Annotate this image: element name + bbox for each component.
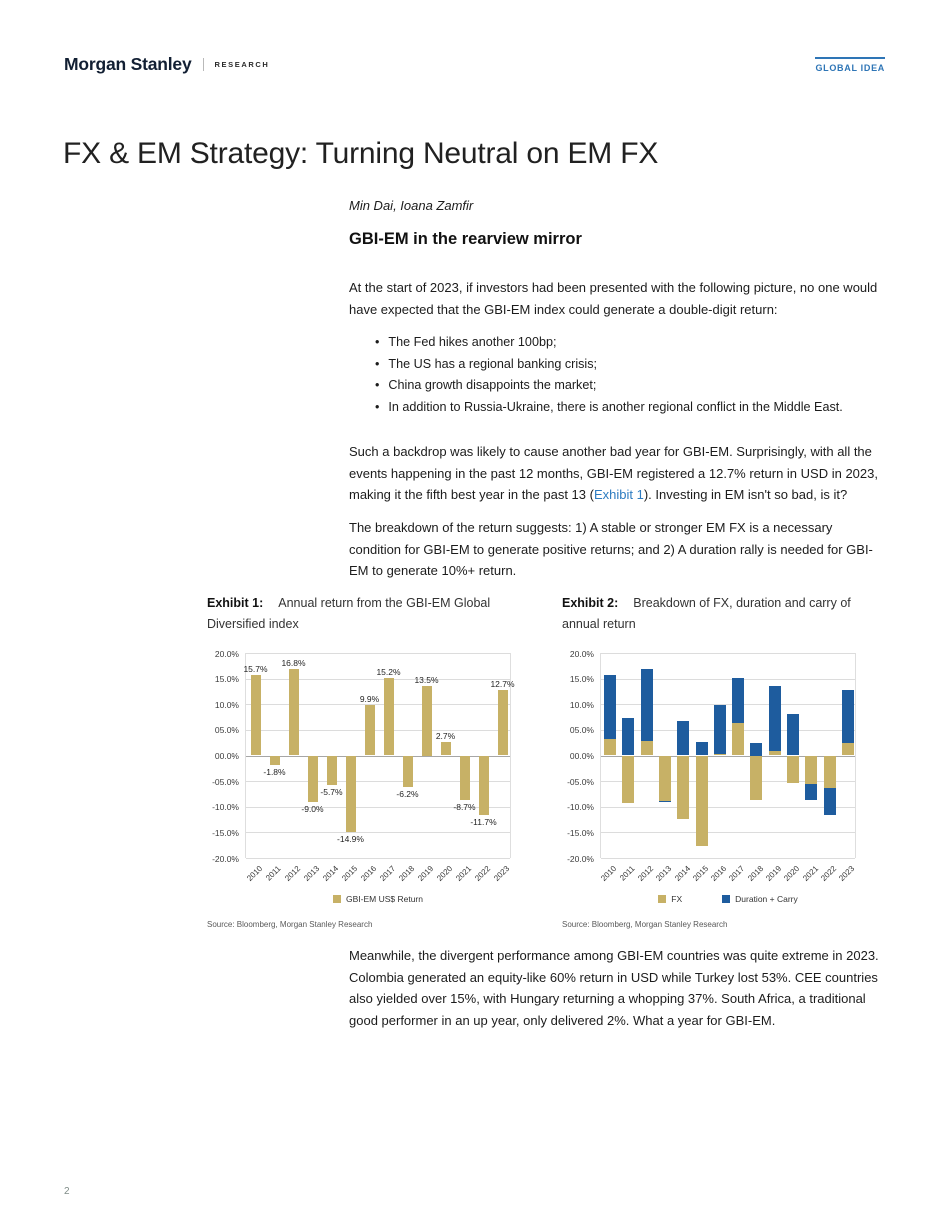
bar-duration-+-carry-2014 <box>677 721 689 755</box>
bar-fx-2010 <box>604 739 616 756</box>
gridline <box>601 858 855 859</box>
chart-plot-area <box>243 653 515 858</box>
bar-2010 <box>251 675 261 755</box>
x-axis-tick-label: 2016 <box>358 864 378 883</box>
exhibit2-stacked-bar-chart <box>562 648 857 908</box>
bullet-text: China growth disappoints the market; <box>388 378 597 392</box>
authors: Min Dai, Ioana Zamfir <box>349 198 474 213</box>
bar-duration-+-carry-2019 <box>769 686 781 751</box>
bullet-icon: • <box>375 356 380 371</box>
bar-2023 <box>498 690 508 755</box>
y-axis-tick-label: 00.0% <box>214 751 239 761</box>
bar-2015 <box>346 756 356 832</box>
x-axis-tick-label: 2022 <box>472 864 492 883</box>
exhibit1-label: Exhibit 1: <box>207 596 264 610</box>
gridline <box>246 679 510 680</box>
gridline <box>246 858 510 859</box>
header-divider <box>203 58 204 71</box>
bar-value-label: -11.7% <box>470 817 497 828</box>
exhibit1-bar-chart <box>207 648 515 908</box>
list-item <box>349 397 882 419</box>
global-idea-badge <box>815 57 885 73</box>
bar-value-label: 13.5% <box>414 675 439 686</box>
x-axis-tick-label: 2023 <box>491 864 511 883</box>
legend-swatch-icon <box>722 895 730 903</box>
bullet-list <box>349 332 882 418</box>
bar-2011 <box>270 756 280 765</box>
x-axis-tick-label: 2021 <box>800 864 820 883</box>
bar-value-label: -14.9% <box>337 833 364 844</box>
exhibit2-caption <box>562 593 885 635</box>
y-axis-tick-label: -05.0% <box>212 776 239 787</box>
y-axis-tick-label: -10.0% <box>212 802 239 813</box>
badge-rule <box>815 57 885 59</box>
y-axis-tick-label: -15.0% <box>567 827 594 838</box>
x-axis-tick-label: 2013 <box>654 864 674 883</box>
gridline <box>601 679 855 680</box>
x-axis-tick-label: 2021 <box>453 864 473 883</box>
exhibit-2 <box>562 593 885 929</box>
y-axis-tick-label: 10.0% <box>214 699 239 710</box>
exhibit2-source-note: Source: Bloomberg, Morgan Stanley Research <box>562 920 728 929</box>
bar-duration-+-carry-2021 <box>805 784 817 800</box>
bullet-icon: • <box>375 335 380 349</box>
bar-value-label: 9.9% <box>359 693 380 704</box>
x-axis-tick-label: 2018 <box>745 864 765 883</box>
x-axis-tick-label: 2010 <box>599 864 619 883</box>
y-axis-tick-label: 15.0% <box>569 674 594 685</box>
bar-2018 <box>403 756 413 788</box>
bar-duration-+-carry-2016 <box>714 705 726 754</box>
bar-fx-2015 <box>696 756 708 846</box>
bar-fx-2023 <box>842 743 854 755</box>
x-axis-tick-label: 2018 <box>396 864 416 883</box>
x-axis-tick-label: 2020 <box>434 864 454 883</box>
bar-2020 <box>441 742 451 756</box>
y-axis-tick-label: 05.0% <box>569 725 594 736</box>
bullet-text: The Fed hikes another 100bp; <box>388 335 557 349</box>
bar-value-label: 12.7% <box>490 679 515 690</box>
gridline <box>246 704 510 705</box>
y-axis-tick-label: -20.0% <box>212 853 239 864</box>
exhibit-1 <box>207 593 539 929</box>
bar-fx-2012 <box>641 741 653 755</box>
backdrop-paragraph <box>349 441 882 506</box>
bar-2012 <box>289 669 299 755</box>
x-axis-tick-label: 2015 <box>339 864 359 883</box>
x-axis-tick-label: 2020 <box>782 864 802 883</box>
gridline <box>246 730 510 731</box>
bar-value-label: -5.7% <box>320 786 343 797</box>
bar-value-label: 15.7% <box>243 664 268 675</box>
bar-duration-+-carry-2013 <box>659 801 671 802</box>
x-axis-tick-label: 2010 <box>244 864 264 883</box>
bullet-text: In addition to Russia-Ukraine, there is another regional conflict in the Middle East. <box>388 399 843 414</box>
bar-duration-+-carry-2015 <box>696 742 708 756</box>
bar-value-label: -6.2% <box>396 789 419 800</box>
y-axis-tick-label: 20.0% <box>569 648 594 659</box>
y-axis-tick-label: 05.0% <box>214 725 239 736</box>
bullet-text: The US has a regional banking crisis; <box>388 356 598 371</box>
bar-2022 <box>479 756 489 816</box>
section-heading: GBI-EM in the rearview mirror <box>349 230 582 248</box>
x-axis-tick-label: 2011 <box>264 864 283 883</box>
x-axis-tick-label: 2017 <box>727 864 747 883</box>
bar-2016 <box>365 705 375 756</box>
bar-fx-2021 <box>805 756 817 784</box>
legend-swatch-icon <box>333 895 341 903</box>
bar-fx-2011 <box>622 756 634 803</box>
gridline <box>246 832 510 833</box>
bullet-icon: • <box>375 378 380 392</box>
bar-2017 <box>384 678 394 756</box>
badge-label: GLOBAL IDEA <box>815 63 885 73</box>
x-axis-tick-label: 2022 <box>818 864 838 883</box>
bar-value-label: -9.0% <box>301 803 324 814</box>
bar-duration-+-carry-2018 <box>750 743 762 756</box>
page-title: FX & EM Strategy: Turning Neutral on EM FX <box>63 137 659 170</box>
bullet-icon: • <box>375 399 380 414</box>
exhibit1-link[interactable]: Exhibit 1 <box>593 487 644 502</box>
legend-swatch-icon <box>658 895 666 903</box>
gridline <box>246 781 510 782</box>
chart-plot-area <box>600 653 856 858</box>
gridline <box>601 832 855 833</box>
bar-duration-+-carry-2010 <box>604 675 616 739</box>
exhibit2-label: Exhibit 2: <box>562 596 619 610</box>
bar-duration-+-carry-2022 <box>824 788 836 815</box>
bar-duration-+-carry-2017 <box>732 678 744 723</box>
gridline <box>601 653 855 654</box>
bar-value-label: 16.8% <box>281 658 306 669</box>
bar-value-label: -8.7% <box>453 802 476 813</box>
bar-duration-+-carry-2012 <box>641 669 653 741</box>
gridline <box>601 704 855 705</box>
intro-paragraph: At the start of 2023, if investors had been presented with the following picture, no one would have expected that the GBI-EM index could generate a double-digit return: <box>349 280 878 317</box>
x-axis-tick-label: 2014 <box>672 864 692 883</box>
zero-axis-line <box>246 756 510 757</box>
x-axis-tick-label: 2012 <box>636 864 656 883</box>
bar-fx-2019 <box>769 751 781 756</box>
research-label: RESEARCH <box>214 60 270 69</box>
bar-fx-2020 <box>787 756 799 784</box>
exhibit1-source-note: Source: Bloomberg, Morgan Stanley Research <box>207 920 373 929</box>
bar-fx-2017 <box>732 723 744 756</box>
bar-duration-+-carry-2020 <box>787 714 799 756</box>
gridline <box>601 730 855 731</box>
exhibit1-title: Annual return from the GBI-EM Global Diversified index <box>207 596 491 631</box>
y-axis-tick-label: -05.0% <box>567 776 594 787</box>
bar-fx-2014 <box>677 756 689 820</box>
x-axis-tick-label: 2016 <box>709 864 729 883</box>
gridline <box>246 653 510 654</box>
exhibit2-title: Breakdown of FX, duration and carry of annual return <box>562 596 851 631</box>
chart-legend <box>600 894 856 904</box>
list-item <box>349 354 882 376</box>
bar-duration-+-carry-2011 <box>622 718 634 756</box>
bar-fx-2016 <box>714 754 726 756</box>
bar-value-label: -1.8% <box>263 766 286 777</box>
legend-item <box>658 894 682 904</box>
x-axis-tick-label: 2019 <box>764 864 784 883</box>
bar-2021 <box>460 756 470 801</box>
header <box>64 54 269 75</box>
chart-legend <box>245 894 511 904</box>
x-axis-tick-label: 2017 <box>377 864 397 883</box>
x-axis-tick-label: 2014 <box>320 864 340 883</box>
x-axis-tick-label: 2019 <box>415 864 435 883</box>
list-item <box>349 332 882 354</box>
paragraph-text: ). Investing in EM isn't so bad, is it? <box>643 487 848 502</box>
page-number: 2 <box>64 1186 70 1197</box>
y-axis-tick-label: -10.0% <box>567 802 594 813</box>
legend-label: Duration + Carry <box>735 894 798 904</box>
outro-paragraph: Meanwhile, the divergent performance among GBI-EM countries was quite extreme in 2023. Colombia generated an equity-like 60% return in USD while Turkey lost 53%. CEE countries also yielded over 15%, with Hungary returning a whopping 37%. South Africa, a traditional good performer in an up year, only delivered 2%. What a year for GBI-EM. <box>349 948 879 1028</box>
y-axis-tick-label: -15.0% <box>212 827 239 838</box>
exhibit1-caption <box>207 593 539 635</box>
legend-item <box>333 894 423 904</box>
bar-fx-2013 <box>659 756 671 802</box>
x-axis-tick-label: 2011 <box>618 864 637 883</box>
bar-fx-2018 <box>750 756 762 801</box>
x-axis-tick-label: 2023 <box>837 864 857 883</box>
y-axis-tick-label: 20.0% <box>214 648 239 659</box>
paragraph-text: Such a backdrop was likely to cause another bad year for GBI-EM. Surprisingly, with all the events happening in the past 12 months, GBI-EM registered a 12.7% return in USD in 2023, making it the fifth best year in the past 13 ( <box>349 444 878 502</box>
y-axis-tick-label: 10.0% <box>569 699 594 710</box>
x-axis-tick-label: 2015 <box>690 864 710 883</box>
legend-item <box>722 894 798 904</box>
bar-value-label: 15.2% <box>376 666 401 677</box>
bar-fx-2022 <box>824 756 836 789</box>
morgan-stanley-logo: Morgan Stanley <box>64 54 192 74</box>
y-axis-tick-label: -20.0% <box>567 853 594 864</box>
bar-value-label: 2.7% <box>435 730 456 741</box>
y-axis-tick-label: 15.0% <box>214 674 239 685</box>
y-axis-tick-label: 00.0% <box>569 751 594 761</box>
bar-2014 <box>327 756 337 785</box>
bar-2019 <box>422 686 432 755</box>
gridline <box>601 807 855 808</box>
x-axis-tick-label: 2013 <box>301 864 321 883</box>
x-axis-tick-label: 2012 <box>282 864 302 883</box>
bar-duration-+-carry-2023 <box>842 690 854 743</box>
breakdown-paragraph: The breakdown of the return suggests: 1) A stable or stronger EM FX is a necessary condition for GBI-EM to generate positive returns; and 2) A duration rally is needed for GBI-EM to generate 10%+ return. <box>349 520 873 578</box>
legend-label: GBI-EM US$ Return <box>346 894 423 904</box>
list-item <box>349 375 882 397</box>
legend-label: FX <box>671 894 683 904</box>
